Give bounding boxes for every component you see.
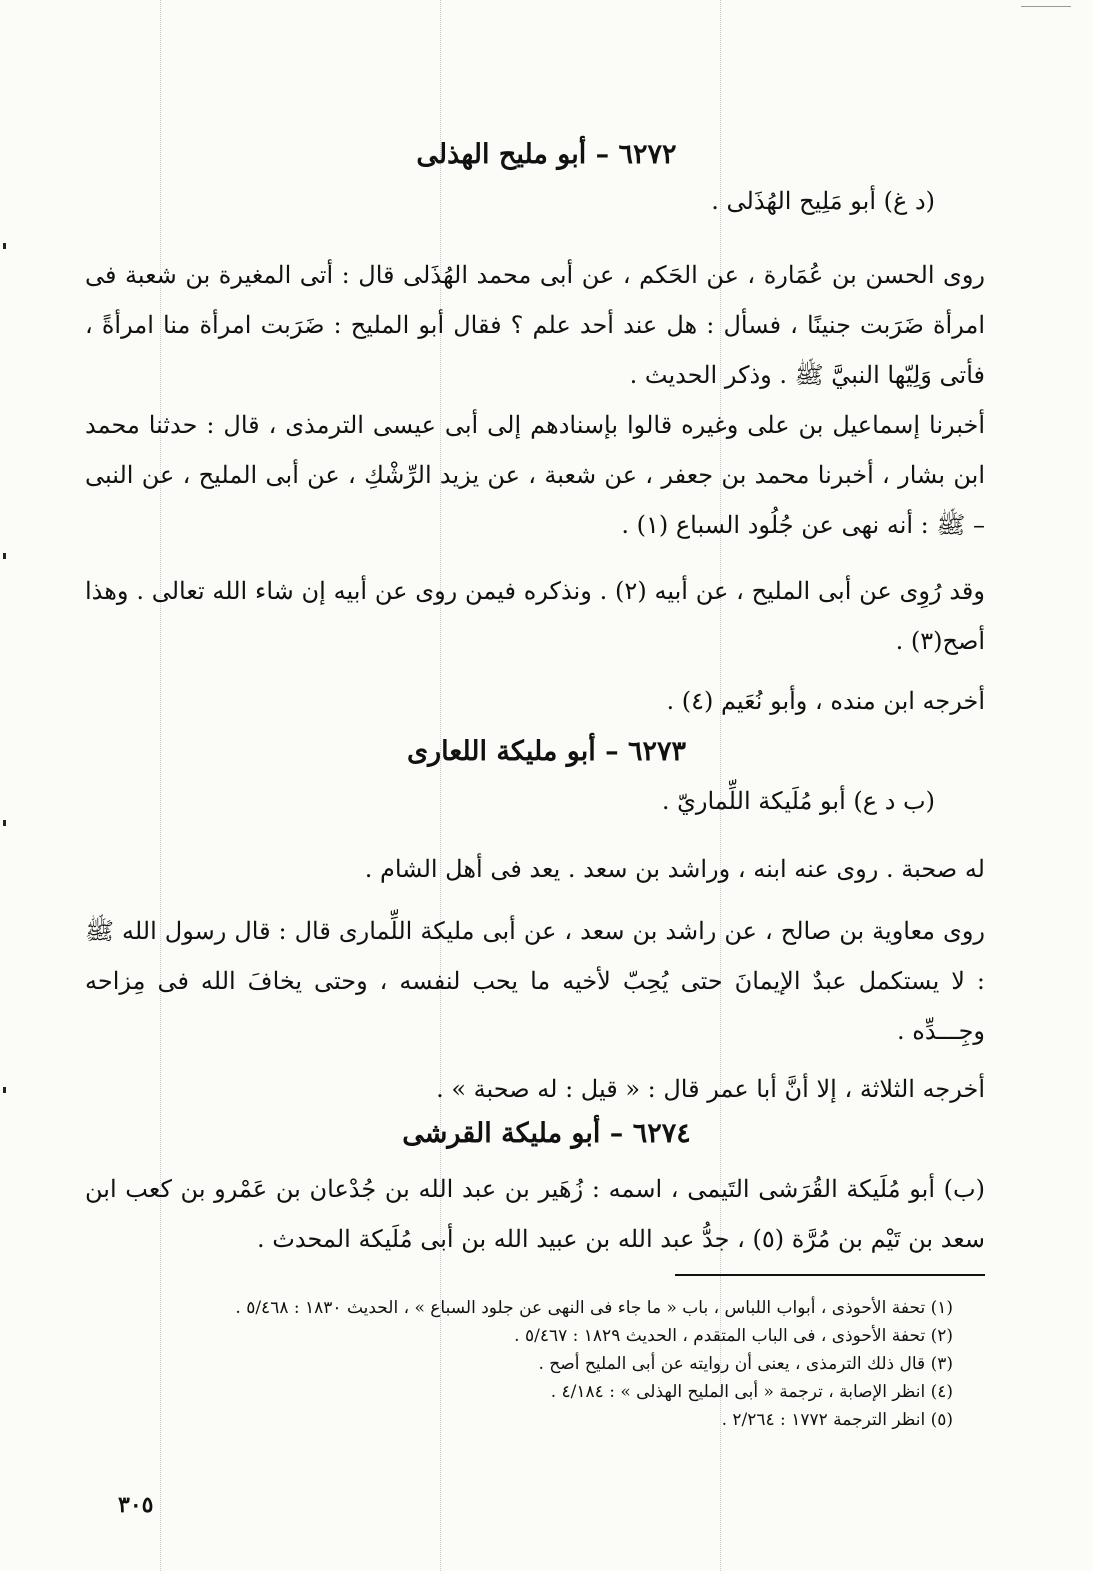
footnote: (٣) قال ذلك الترمذى ، يعنى أن روايته عن أبى المليح أصح . bbox=[538, 1354, 953, 1374]
entry-heading: ٦٢٧٤ – أبو مليكة القرشى bbox=[402, 1118, 691, 1149]
paragraph: روى الحسن بن عُمَارة ، عن الحَكم ، عن أبى محمد الهُذَلى قال : أتى المغيرة بن شعبة فى امرأة ضَرَبت جنينًا ، فسأل : هل عند أحد علم ؟ فقال أبو المليح : ضَرَبت امرأة منا امرأةً ، فأتى وَلِيّها النبيَّ ﷺ . وذكر الحديث . bbox=[85, 261, 985, 389]
entry-code-line: (د غ) أبو مَلِيح الهُذَلى . bbox=[711, 187, 935, 215]
page-number: ٣٠٥ bbox=[118, 1492, 154, 1518]
entry-code-line: (ب د ع) أبو مُلَيكة اللِّماريّ . bbox=[661, 787, 935, 815]
paragraph: أخبرنا إسماعيل بن على وغيره قالوا بإسنادهم إلى أبى عيسى الترمذى ، قال : حدثنا محمد ابن بشار ، أخبرنا محمد بن جعفر ، عن شعبة ، عن يزيد الرِّشْكِ ، عن أبى المليح ، عن النبى – ﷺ : أنه نهى عن جُلُود السباع (١) . bbox=[85, 411, 985, 539]
margin-mark bbox=[3, 553, 6, 559]
paragraph: (ب) أبو مُلَيكة القُرَشى التَيمى ، اسمه : زُهَير بن عبد الله بن جُدْعان بن عَمْرو بن كعب ابن سعد بن تَيْم بن مُرَّة (٥) ، جدُّ عبد الله بن عبيد الله بن أبى مُلَيكة المحدث . bbox=[85, 1175, 985, 1253]
top-rule bbox=[1021, 6, 1071, 7]
entry-heading: ٦٢٧٢ – أبو مليح الهذلى bbox=[416, 139, 677, 170]
footnote: (٤) انظر الإصابة ، ترجمة « أبى المليح الهذلى » : ٤/١٨٤ . bbox=[550, 1382, 953, 1402]
footnote: (٥) انظر الترجمة ١٧٧٢ : ٢/٢٦٤ . bbox=[721, 1410, 953, 1430]
margin-mark bbox=[3, 243, 6, 249]
paragraph: روى معاوية بن صالح ، عن راشد بن سعد ، عن أبى مليكة اللِّمارى قال : قال رسول الله ﷺ : لا يستكمل عبدٌ الإيمانَ حتى يُحِبّ لأخيه ما يحب لنفسه ، وحتى يخافَ الله فى مِزاحه وجِـــدِّه . bbox=[85, 917, 985, 1045]
margin-mark bbox=[3, 820, 6, 826]
margin-mark bbox=[3, 1087, 6, 1093]
paragraph: أخرجه ابن منده ، وأبو نُعَيم (٤) . bbox=[666, 687, 985, 715]
paragraph: وقد رُوِى عن أبى المليح ، عن أبيه (٢) . ونذكره فيمن روى عن أبيه إن شاء الله تعالى . وهذا أصح(٣) . bbox=[85, 577, 985, 655]
footnotes bbox=[120, 1294, 953, 1434]
entry-heading: ٦٢٧٣ – أبو مليكة اللعارى bbox=[406, 736, 687, 767]
paragraph: له صحبة . روى عنه ابنه ، وراشد بن سعد . يعد فى أهل الشام . bbox=[364, 855, 985, 883]
footnote-rule bbox=[675, 1274, 985, 1276]
footnote: (٢) تحفة الأحوذى ، فى الباب المتقدم ، الحديث ١٨٢٩ : ٥/٤٦٧ . bbox=[514, 1326, 953, 1346]
footnote: (١) تحفة الأحوذى ، أبواب اللباس ، باب « ما جاء فى النهى عن جلود السباع » ، الحديث ١٨٣٠ : ٥/٤٦٨ . bbox=[235, 1298, 953, 1318]
paragraph: أخرجه الثلاثة ، إلا أنَّ أبا عمر قال : « قيل : له صحبة » . bbox=[436, 1075, 985, 1103]
